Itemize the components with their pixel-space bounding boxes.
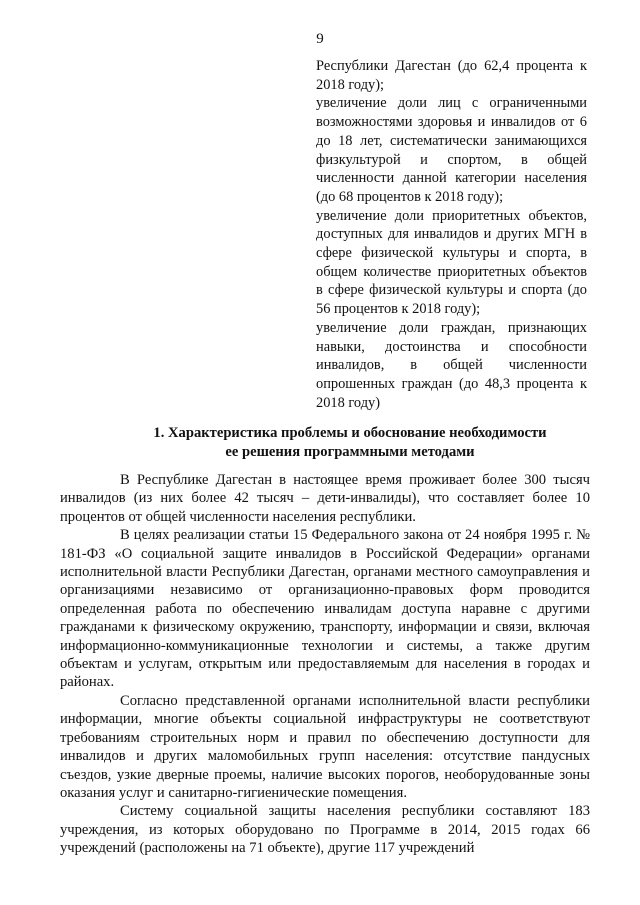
goal-item: увеличение доли приоритетных объектов, доступных для инвалидов и других МГН в сфере физической культуры и спорта, в общем количестве приоритетных объектов в сфере физической культуры и спорта (до 56 процентов к 2018 году); (316, 207, 587, 318)
paragraph: В целях реализации статьи 15 Федерального закона от 24 ноября 1995 г. № 181-ФЗ «О социальной защите инвалидов в Российской Федерации» органами исполнительной власти Республики Дагестан, органами местного самоуправления и организациями независимо от организационно-правовых форм проводится определенная работа по обеспечению инвалидам доступа наравне с другими гражданами к физическому окружению, транспорту, информации и связи, включая информационно-коммуникационные технологии и системы, а также другим объектам и услугам, открытым или предоставляемым для населения в городах и районах. (60, 527, 590, 691)
section-heading (60, 424, 640, 462)
paragraph: Систему социальной защиты населения республики составляют 183 учреждения, из которых оборудовано по Программе в 2014, 2015 годах 66 учреждений (расположены на 71 объекте), другие 117 учреждений (60, 803, 590, 857)
section-heading-line: 1. Характеристика проблемы и обоснование необходимости (153, 425, 547, 441)
goal-item: увеличение доли лиц с ограниченными возможностями здоровья и инвалидов от 6 до 18 лет, систематически занимающихся физкультурой и спортом, в общей численности данной категории населения (до 68 процентов к 2018 году); (316, 95, 587, 205)
paragraph: Согласно представленной органами исполнительной власти республики информации, многие объекты социальной инфраструктуры не соответствуют требованиям строительных норм и правил по обеспечению доступности для инвалидов и других маломобильных групп населения: отсутствие пандусных съездов, узкие дверные проемы, наличие высоких порогов, необорудованные зоны оказания услуг и санитарно-гигиенические помещения. (60, 692, 590, 801)
section-heading-line: ее решения программными методами (225, 444, 475, 460)
paragraph: В Республике Дагестан в настоящее время проживает более 300 тысяч инвалидов (из них более 42 тысяч – дети-инвалиды), что составляет более 10 процентов от общей численности населения республики. (60, 472, 590, 525)
goal-item: Республики Дагестан (до 62,4 процента к 2018 году); (316, 58, 587, 93)
body-text (60, 471, 590, 858)
goal-item: увеличение доли граждан, признающих навыки, достоинства и способности инвалидов, в общей численности опрошенных граждан (до 48,3 процента к 2018 году) (316, 319, 587, 411)
goals-list (316, 57, 587, 412)
page-number: 9 (316, 31, 324, 47)
